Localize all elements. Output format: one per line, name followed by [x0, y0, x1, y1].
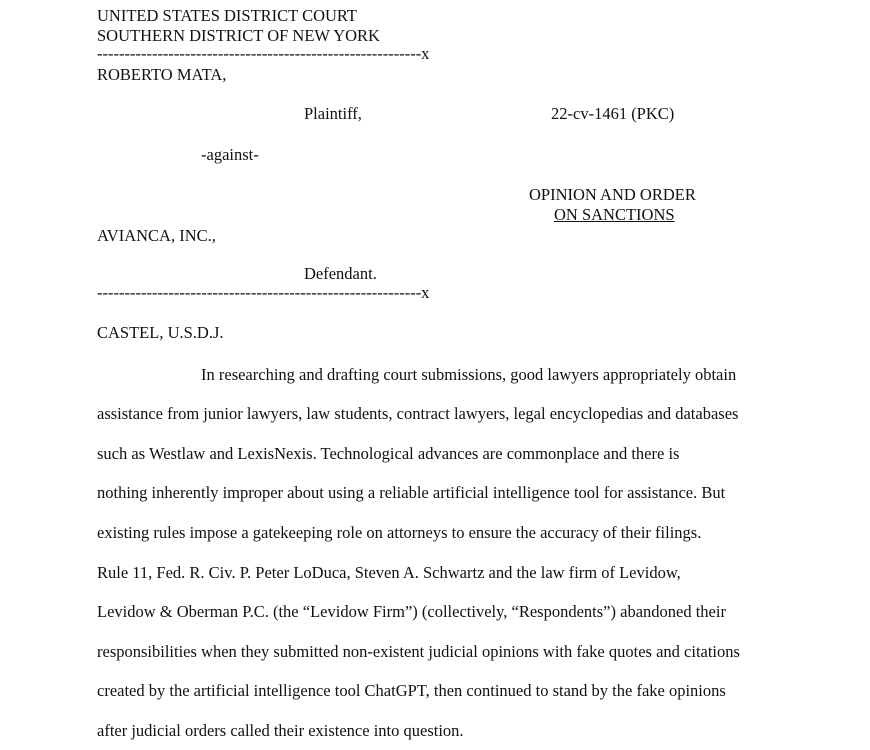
paragraph-line: existing rules impose a gatekeeping role on attorneys to ensure the accuracy of their filings.: [97, 523, 702, 542]
defendant-name: AVIANCA, INC.,: [97, 226, 216, 245]
paragraph-line: after judicial orders called their existence into question.: [97, 721, 464, 740]
paragraph-line: Rule 11, Fed. R. Civ. P. Peter LoDuca, Steven A. Schwartz and the law firm of Levidow,: [97, 563, 681, 582]
versus-label: -against-: [201, 145, 259, 164]
paragraph-line: assistance from junior lawyers, law students, contract lawyers, legal encyclopedias and databases: [97, 404, 739, 423]
paragraph-line: created by the artificial intelligence tool ChatGPT, then continued to stand by the fake opinions: [97, 681, 726, 700]
document-title-line2: ON SANCTIONS: [554, 205, 675, 224]
judge-name: CASTEL, U.S.D.J.: [97, 323, 224, 342]
plaintiff-name: ROBERTO MATA,: [97, 65, 227, 84]
paragraph-line: In researching and drafting court submissions, good lawyers appropriately obtain: [201, 365, 737, 384]
caption-divider-bottom: -----------------------------------------------------------x: [97, 283, 430, 302]
paragraph-line: nothing inherently improper about using a reliable artificial intelligence tool for assistance. But: [97, 483, 726, 502]
paragraph-line: responsibilities when they submitted non-existent judicial opinions with fake quotes and citations: [97, 642, 740, 661]
court-name-line1: UNITED STATES DISTRICT COURT: [97, 6, 358, 25]
document-title-line1: OPINION AND ORDER: [529, 185, 696, 204]
caption-divider-top: -----------------------------------------------------------x: [97, 44, 430, 63]
plaintiff-role: Plaintiff,: [304, 104, 362, 123]
paragraph-line: Levidow & Oberman P.C. (the “Levidow Firm”) (collectively, “Respondents”) abandoned their: [97, 602, 726, 621]
case-number: 22-cv-1461 (PKC): [551, 104, 675, 123]
court-name-line2: SOUTHERN DISTRICT OF NEW YORK: [97, 26, 380, 45]
defendant-role: Defendant.: [304, 264, 377, 283]
paragraph-line: such as Westlaw and LexisNexis. Technological advances are commonplace and there is: [97, 444, 680, 463]
